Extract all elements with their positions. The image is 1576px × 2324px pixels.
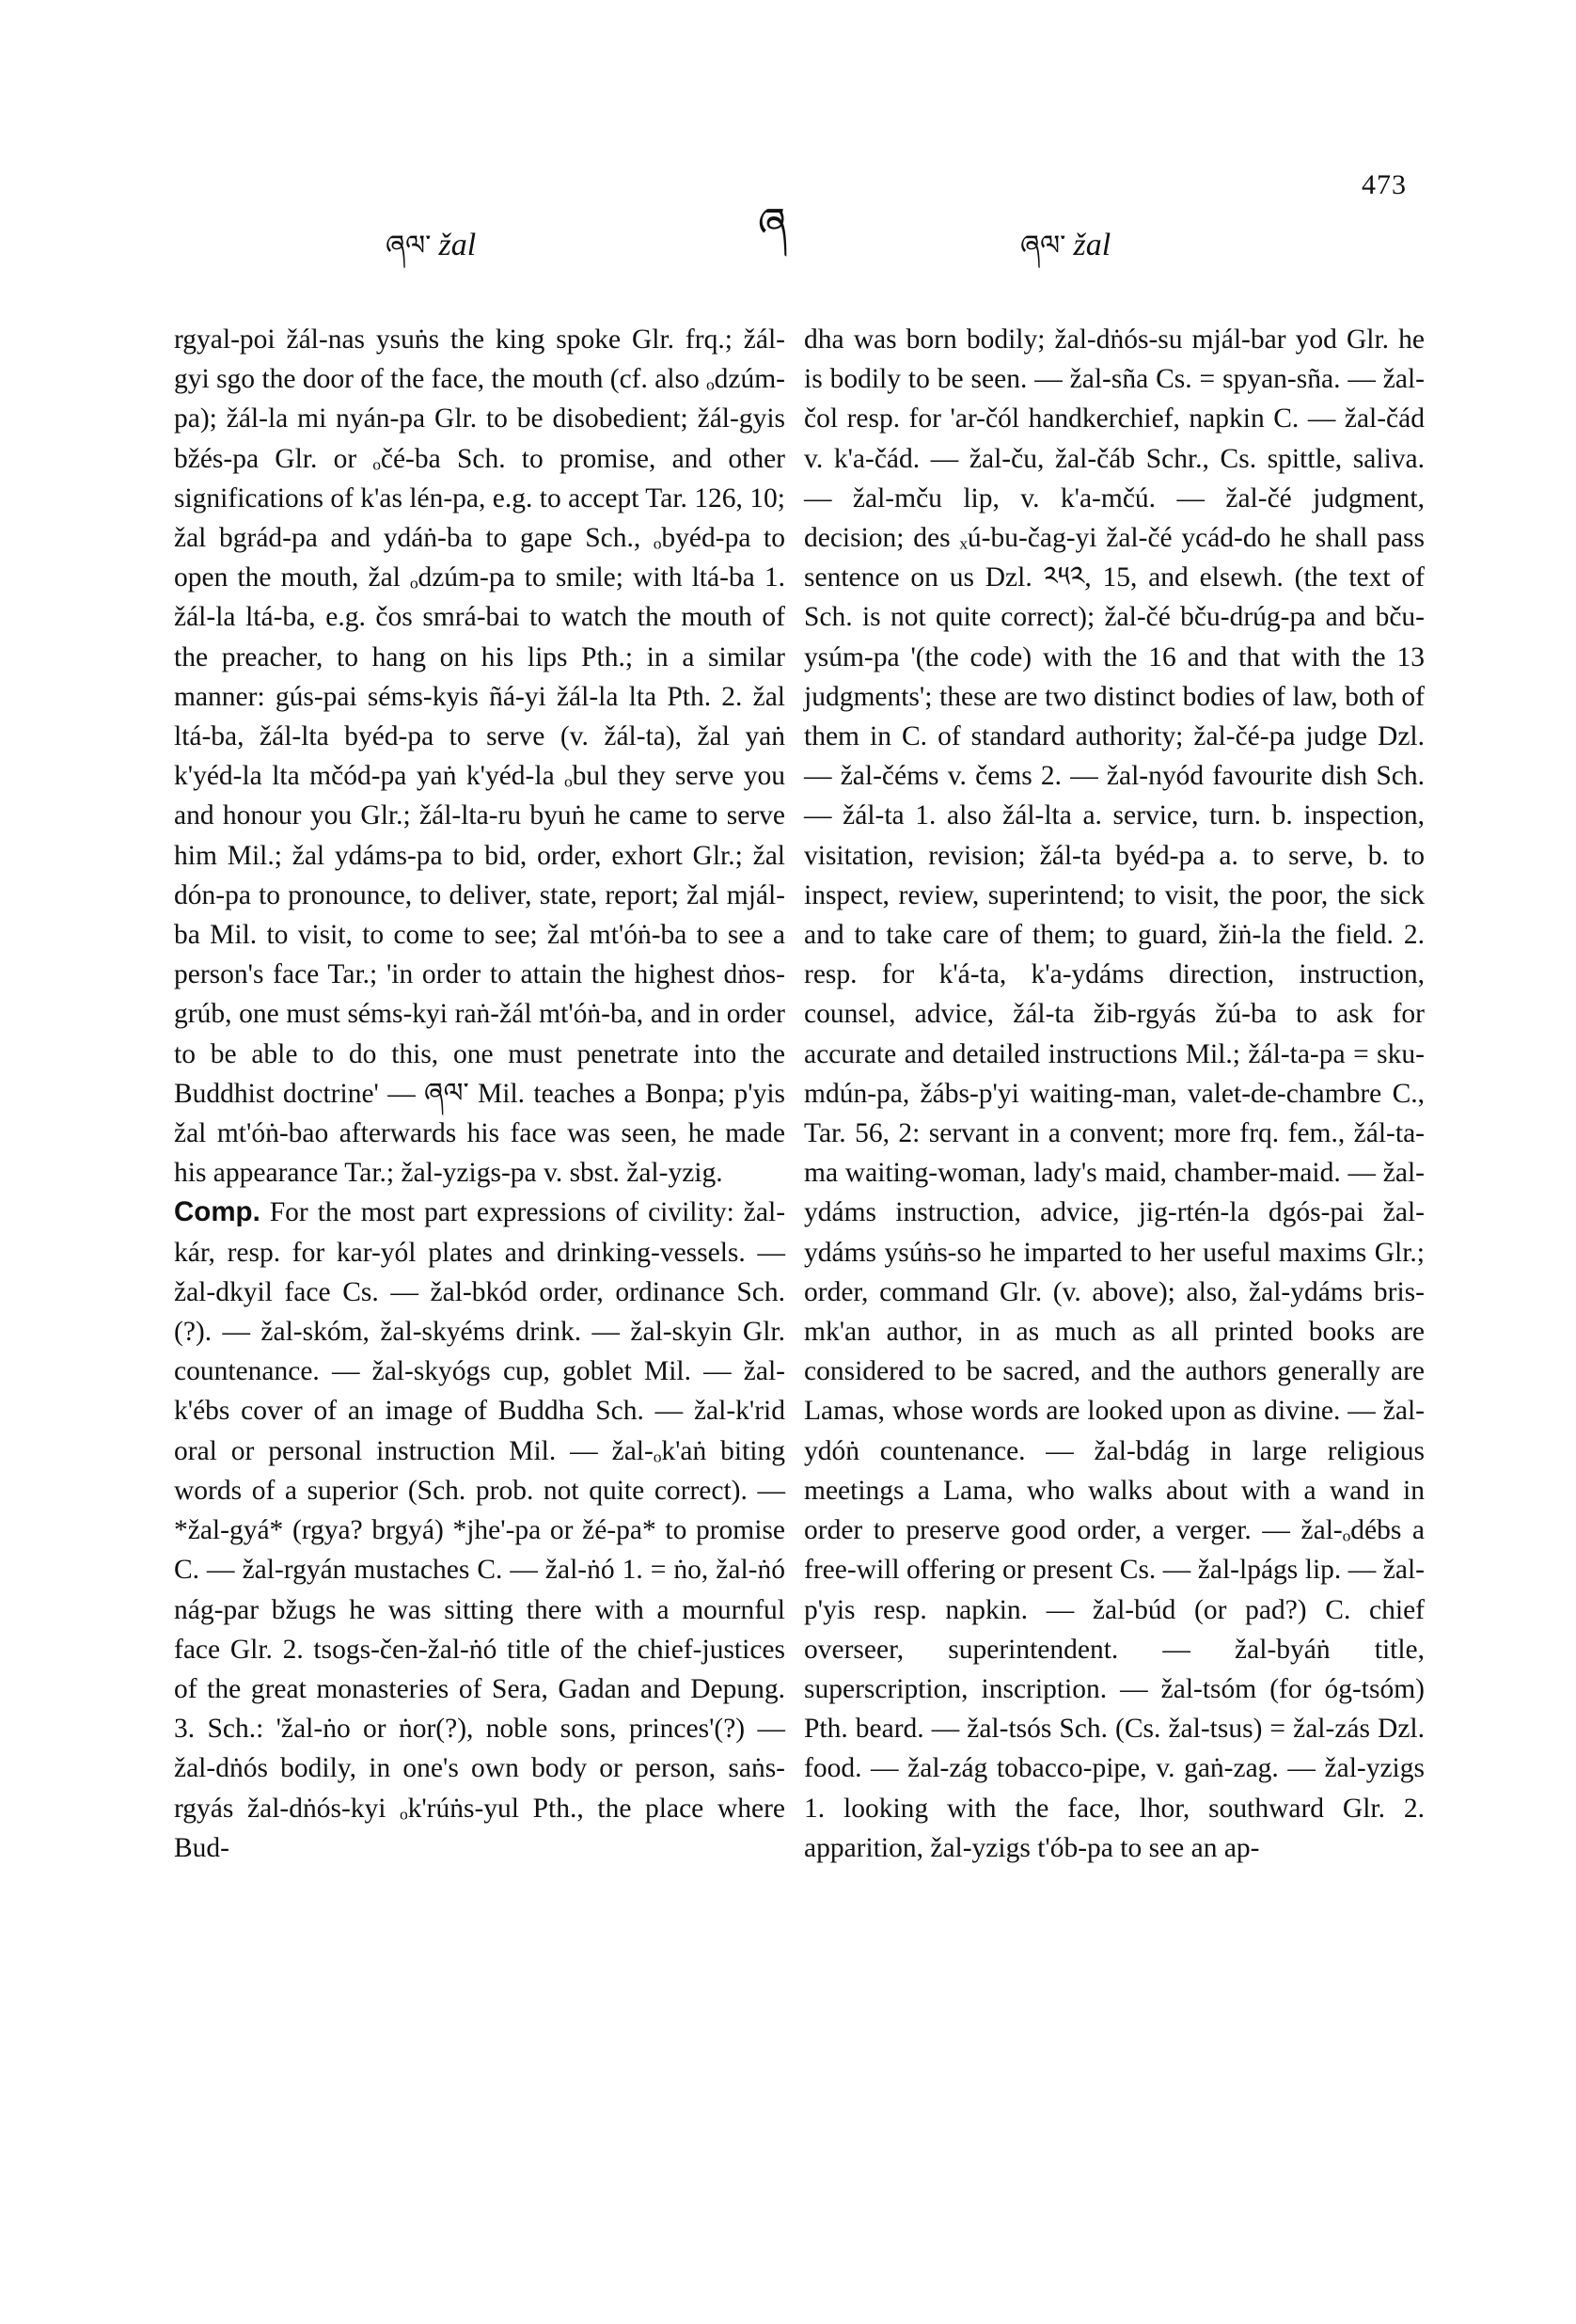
page-number: 473 bbox=[1362, 169, 1407, 200]
left-column bbox=[174, 320, 785, 1868]
running-head-right bbox=[1020, 214, 1111, 293]
right-column-entry-text: dha was born bodily; žal-dṅós-su mjál-bar yod Glr. he is bodily to be seen. — žal-sña Cs. = spyan-sña. — žal-čol resp. for 'ar-čól handkerchief, napkin C. — žal-čád v. k'a-čád. — žal-ču, žal-čáb Schr., Cs. spittle, saliva. — žal-mču lip, v. k'a-mčú. — žal-čé judgment, decision; des ₓú-bu-čag-yi žal-čé ycád-do he shall pass sentence on us Dzl. ༢༥༢, 15, and elsewh. (the text of Sch. is not quite correct); žal-čé bču-drúg-pa and bču-ysúm-pa '(the code) with the 16 and that with the 13 judgments'; these are two distinct bodies of law, both of them in C. of standard authority; žal-čé-pa judge Dzl. — žal-čéms v. čems 2. — žal-nyód favourite dish Sch. — žál-ta 1. also žál-lta a. service, turn. b. inspection, visitation, revision; žál-ta byéd-pa a. to serve, b. to inspect, review, superintend; to visit, the poor, the sick and to take care of them; to guard, žiṅ-la the field. 2. resp. for k'á-ta, k'a-ydáms direction, instruction, counsel, advice, žál-ta žib-rgyás žú-ba to ask for accurate and detailed instructions Mil.; žál-ta-pa = sku-mdún-pa, žábs-p'yi waiting-man, valet-de-chambre C., Tar. 56, 2: servant in a convent; more frq. fem., žál-ta-ma waiting-woman, lady's maid, chamber-maid. — žal-ydáms instruction, advice, jig-rtén-la dgós-pai žal-ydáms ysúṅs-so he imparted to her useful maxims Glr.; order, command Glr. (v. above); also, žal-ydáms bris-mk'an author, in as much as all printed books are considered to be sacred, and the authors generally are Lamas, whose words are looked upon as divine. — žal-ydóṅ countenance. — žal-bdág in large religious meetings a Lama, who walks about with a wand in order to preserve good order, a verger. — žal-ₒdébs a free-will offering or present Cs. — žal-lpágs lip. — žal-p'yis resp. napkin. — žal-búd (or pad?) C. chief overseer, superintendent. — žal-byáṅ title, superscription, inscription. — žal-tsóm (for óg-tsóm) Pth. beard. — žal-tsós Sch. (Cs. žal-tsus) = žal-zás Dzl. food. — žal-zág tobacco-pipe, v. gaṅ-zag. — žal-yzigs 1. looking with the face, lhor, southward Glr. 2. apparition, žal-yzigs t'ób-pa to see an ap- bbox=[804, 324, 1425, 1863]
right-column bbox=[804, 320, 1425, 1868]
left-column-entry-text: rgyal-poi žál-nas ysuṅs the king spoke Glr. frq.; žál-gyi sgo the door of the face, the mouth (cf. also ₒdzúm-pa); žál-la mi nyán-pa Glr. to be disobedient; žál-gyis bžés-pa Glr. or ₒčé-ba Sch. to promise, and other significations of k'as lén-pa, e.g. to accept Tar. 126, 10; žal bgrád-pa and ydáṅ-ba to gape Sch., ₒbyéd-pa to open the mouth, žal ₒdzúm-pa to smile; with ltá-ba 1. žál-la ltá-ba, e.g. čos smrá-bai to watch the mouth of the preacher, to hang on his lips Pth.; in a similar manner: gús-pai séms-kyis ñá-yi žál-la lta Pth. 2. žal ltá-ba, žál-lta byéd-pa to serve (v. žál-ta), žal yaṅ k'yéd-la lta mčód-pa yaṅ k'yéd-la ₒbul they serve you and honour you Glr.; žál-lta-ru byuṅ he came to serve him Mil.; žal ydáms-pa to bid, order, exhort Glr.; žal dón-pa to pronounce, to deliver, state, report; žal mjál-ba Mil. to visit, to come to see; žal mt'óṅ-ba to see a person's face Tar.; 'in order to attain the highest dṅos-grúb, one must séms-kyi raṅ-žál mt'óṅ-ba, and in order to be able to do this, one must penetrate into the Buddhist doctrine' — ཞལ་ Mil. teaches a Bonpa; p'yis žal mt'óṅ-bao afterwards his face was seen, he made his appearance Tar.; žal-yzigs-pa v. sbst. žal-yzig. bbox=[174, 324, 785, 1189]
running-head-left-tibetan: ཞལ་ bbox=[386, 229, 432, 262]
comp-label: Comp. bbox=[174, 1196, 260, 1228]
comp-text: For the most part expressions of civility: žal-kár, resp. for kar-yól plates and drinking-vessels. — žal-dkyil face Cs. — žal-bkód order, ordinance Sch.(?). — žal-skóm, žal-skyéms drink. — žal-skyin Glr. countenance. — žal-skyógs cup, goblet Mil. — žal-k'ébs cover of an image of Buddha Sch. — žal-k'rid oral or personal instruction Mil. — žal-ₒk'aṅ biting words of a superior (Sch. prob. not quite correct). — *žal-gyá* (rgya? brgyá) *jhe'-pa or žé-pa* to promise C. — žal-rgyán mustaches C. — žal-ṅó 1. = ṅo, žal-ṅó nág-par bžugs he was sitting there with a mournful face Glr. 2. tsogs-čen-žal-ṅó title of the chief-justices of the great monasteries of Sera, Gadan and Depung. 3. Sch.: 'žal-ṅo or ṅor(?), noble sons, princes'(?) — žal-dṅós bodily, in one's own body or person, saṅs-rgyás žal-dṅós-kyi ₒk'rúṅs-yul Pth., the place where Bud- bbox=[174, 1197, 786, 1863]
running-head-left bbox=[386, 214, 476, 293]
running-head-right-tibetan: ཞལ་ bbox=[1020, 229, 1066, 262]
running-head-left-word: žal bbox=[438, 228, 477, 262]
section-mark: ཞ bbox=[758, 199, 787, 247]
running-head-right-word: žal bbox=[1073, 228, 1111, 262]
comp-paragraph bbox=[174, 1193, 785, 1867]
